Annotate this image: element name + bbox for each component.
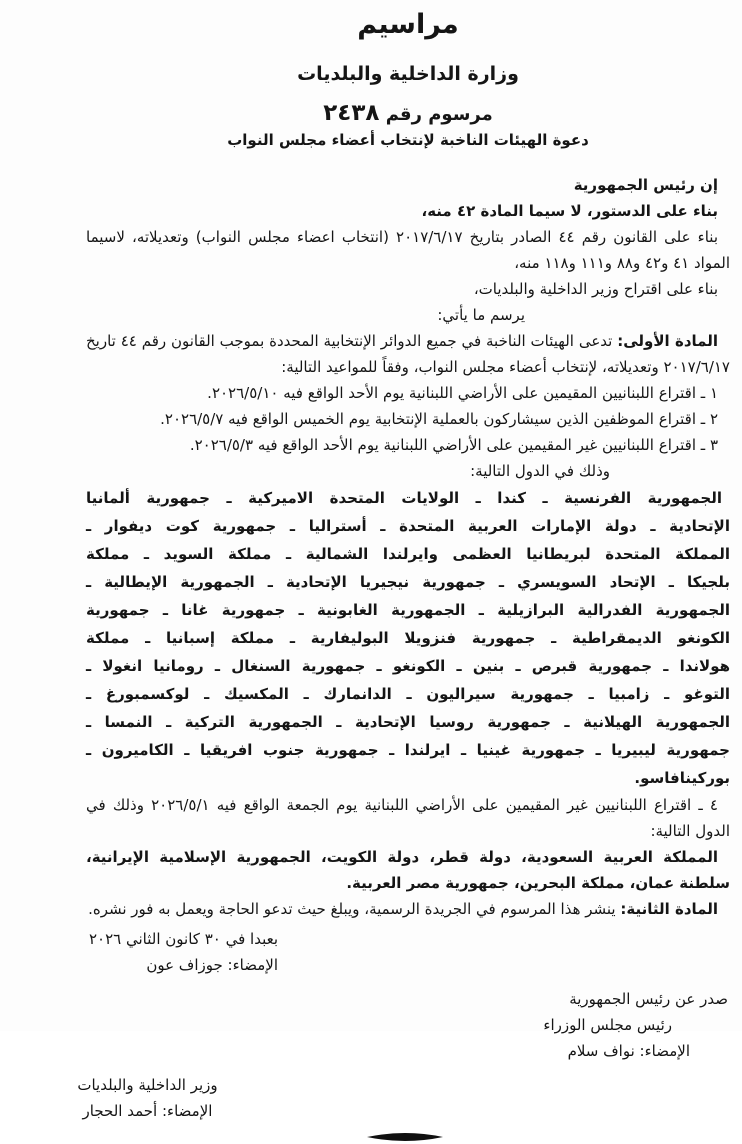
president-signature-block (86, 926, 278, 978)
decree-number-label: مرسوم رقم (385, 104, 493, 125)
article-1-item-4: ٤ ـ اقتراع اللبنانيين غير المقيمين على الأراضي اللبنانية يوم الجمعة الواقع فيه ٢٠٢٦/٥/١ وذلك في الدول التالية: (86, 796, 730, 840)
pm-signature-line: الإمضاء: نواف سلام (567, 1042, 690, 1060)
article-1-label: المادة الأولى: (617, 332, 718, 350)
article-2-paragraph (86, 896, 730, 922)
decree-number: ٢٤٣٨ (323, 100, 380, 126)
minister-signature-block (60, 1072, 235, 1124)
preamble-law-line: بناء على القانون رقم ٤٤ الصادر بتاريخ ٢٠١٧/٦/١٧ (انتخاب اعضاء مجلس النواب) وتعديلاته، لاسيما المواد ٤١ و٤٢ و٨٨ و١١١ و١١٨ منه، (86, 228, 730, 272)
issued-by-line: صدر عن رئيس الجمهورية (569, 990, 728, 1008)
end-of-decree-divider (367, 1130, 443, 1144)
enactment-line: يرسم ما يأتي: (437, 306, 525, 324)
countries-list-paragraph: الجمهورية الفرنسية ـ كندا ـ الولايات المتحدة الاميركية ـ جمهورية ألمانيا الإتحادية ـ دولة الإمارات العربية المتحدة ـ أستراليا ـ جمهورية كوت ديفوار ـ المملكة المتحدة لبريطانيا العظمى وايرلندا الشمالية ـ مملكة السويد ـ مملكة بلجيكا ـ الإتحاد السويسري ـ جمهورية نيجيريا الإتحادية ـ الجمهورية الإيطالية ـ الجمهورية الفدرالية البرازيلية ـ الجمهورية الغابونية ـ جمهورية غانا ـ جمهورية الكونغو الديمقراطية ـ جمهورية فنزويلا البوليفارية ـ مملكة إسبانيا ـ مملكة هولاندا ـ جمهورية قبرص ـ بنين ـ الكونغو ـ جمهورية السنغال ـ رومانيا انغولا ـ التوغو ـ زامبيا ـ جمهورية سيراليون ـ الدانمارك ـ المكسيك ـ لوكسمبورغ ـ الجمهورية الهيلانية ـ جمهورية روسيا الإتحادية ـ الجمهورية التركية ـ النمسا ـ جمهورية ليبيريا ـ جمهورية غينيا ـ ايرلندا ـ جمهورية جنوب افريقيا ـ الكاميرون ـ بوركينافاسو. (86, 489, 730, 787)
article-1-item-2: ٢ ـ اقتراع الموظفين الذين سيشاركون بالعملية الإنتخابية يوم الخميس الواقع فيه ٢٠٢٦/٥/٧. (160, 410, 718, 428)
article-1-paragraph (86, 328, 730, 380)
place-date-line: بعبدا في ٣٠ كانون الثاني ٢٠٢٦ (88, 930, 278, 948)
prime-minister-signature-block (86, 986, 730, 1064)
article-2-label: المادة الثانية: (620, 900, 718, 918)
countries-intro-line: وذلك في الدول التالية: (470, 462, 610, 480)
minister-signature-line: الإمضاء: أحمد الحجار (82, 1102, 213, 1120)
minister-title-line: وزير الداخلية والبلديات (77, 1076, 218, 1094)
countries-list-2-paragraph: المملكة العربية السعودية، دولة قطر، دولة الكويت، الجمهورية الإسلامية الإيرانية، سلطنة عمان، مملكة البحرين، جمهورية مصر العربية. (86, 848, 730, 892)
ministry-heading: وزارة الداخلية والبلديات (297, 63, 519, 85)
diamond-divider-icon (367, 1130, 443, 1144)
preamble-constitution-line: بناء على الدستور، لا سيما المادة ٤٢ منه، (421, 202, 718, 220)
page-title: مراسيم (357, 9, 459, 40)
article-1-intro: تدعى الهيئات الناخبة في جميع الدوائر الإنتخابية المحددة بموجب القانون رقم ٤٤ تاريخ ٢٠١٧/٦/١٧ وتعديلاته، لإنتخاب أعضاء مجلس النواب، وفقاً للمواعيد التالية: (86, 332, 730, 376)
decree-subject-heading: دعوة الهيئات الناخبة لإنتخاب أعضاء مجلس النواب (227, 131, 589, 149)
decree-number-heading (86, 100, 730, 128)
article-1-item-1: ١ ـ اقتراع اللبنانيين المقيمين على الأراضي اللبنانية يوم الأحد الواقع فيه ٢٠٢٦/٥/١٠. (207, 384, 718, 402)
article-2-text: ينشر هذا المرسوم في الجريدة الرسمية، ويبلغ حيث تدعو الحاجة ويعمل به فور نشره. (88, 900, 621, 918)
article-1-item-3: ٣ ـ اقتراع اللبنانيين غير المقيمين على الأراضي اللبنانية يوم الأحد الواقع فيه ٢٠٢٦/٥/٣. (189, 436, 718, 454)
preamble-proposal-line: بناء على اقتراح وزير الداخلية والبلديات، (473, 280, 718, 298)
pm-title-line: رئيس مجلس الوزراء (543, 1016, 672, 1034)
preamble-president-line: إن رئيس الجمهورية (573, 176, 718, 194)
president-signature-line: الإمضاء: جوزاف عون (146, 956, 278, 974)
